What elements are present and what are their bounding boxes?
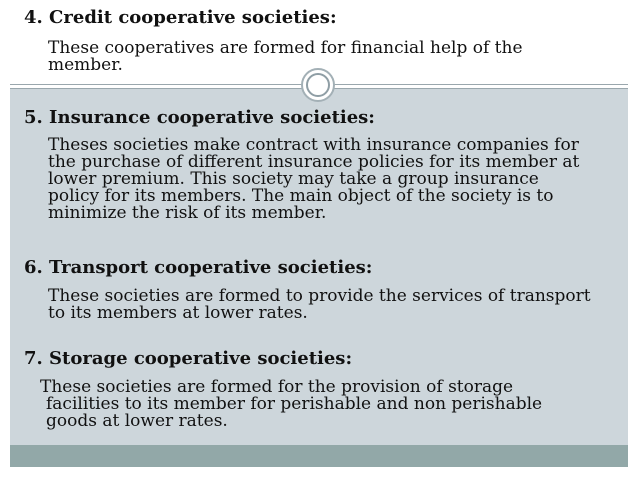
section-body-storage xyxy=(40,379,542,430)
body-line: goods at lower rates. xyxy=(46,411,228,431)
bottom-bar xyxy=(10,445,628,467)
section-body-insurance xyxy=(48,137,579,222)
body-line: member. xyxy=(48,55,123,75)
body-line: These societies are formed to provide the services of transport xyxy=(48,286,591,306)
section-body-transport xyxy=(48,288,591,322)
body-line: These cooperatives are formed for financial help of the xyxy=(48,38,523,58)
body-line: These societies are formed for the provision of storage xyxy=(40,377,514,397)
body-line: facilities to its member for perishable and non perishable xyxy=(46,394,543,414)
body-line: to its members at lower rates. xyxy=(48,303,308,323)
body-line: lower premium. This society may take a group insurance xyxy=(48,169,539,189)
section-body-credit xyxy=(48,40,523,74)
body-line: minimize the risk of its member. xyxy=(48,203,327,223)
body-line: Theses societies make contract with insurance companies for xyxy=(48,135,579,155)
body-line: policy for its members. The main object of the society is to xyxy=(48,186,554,206)
section-heading-storage: 7. Storage cooperative societies: xyxy=(24,348,353,369)
section-heading-transport: 6. Transport cooperative societies: xyxy=(24,257,373,278)
body-line: the purchase of different insurance policies for its member at xyxy=(48,152,580,172)
section-heading-insurance: 5. Insurance cooperative societies: xyxy=(24,107,375,128)
section-heading-credit: 4. Credit cooperative societies: xyxy=(24,7,337,28)
